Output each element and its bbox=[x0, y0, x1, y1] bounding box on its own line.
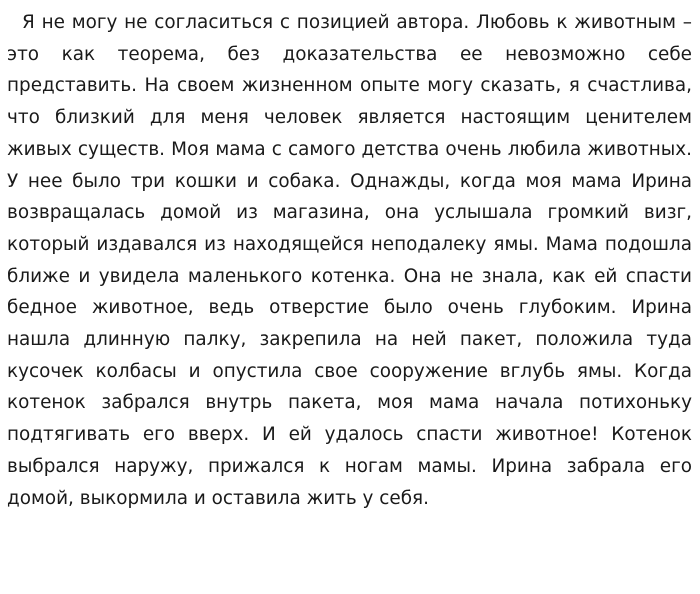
essay-paragraph: Я не могу не согласиться с позицией автора. Любовь к животным – это как теорема, без доказательства ее невозможно себе представить. На своем жизненном опыте могу сказать, я счастлива, что близкий для меня человек является настоящим ценителем живых существ. Моя мама с самого детства очень любила животных. У нее было три кошки и собака. Однажды, когда моя мама Ирина возвращалась домой из магазина, она услышала громкий визг, который издавался из находящейся неподалеку ямы. Мама подошла ближе и увидела маленького котенка. Она не знала, как ей спасти бедное животное, ведь отверстие было очень глубоким. Ирина нашла длинную палку, закрепила на ней пакет, положила туда кусочек колбасы и опустила свое сооружение вглубь ямы. Когда котенок забрался внутрь пакета, моя мама начала потихоньку подтягивать его вверх. И ей удалось спасти животное! Котенок выбрался наружу, прижался к ногам мамы. Ирина забрала его домой, выкормила и оставила жить у себя. bbox=[7, 12, 692, 509]
